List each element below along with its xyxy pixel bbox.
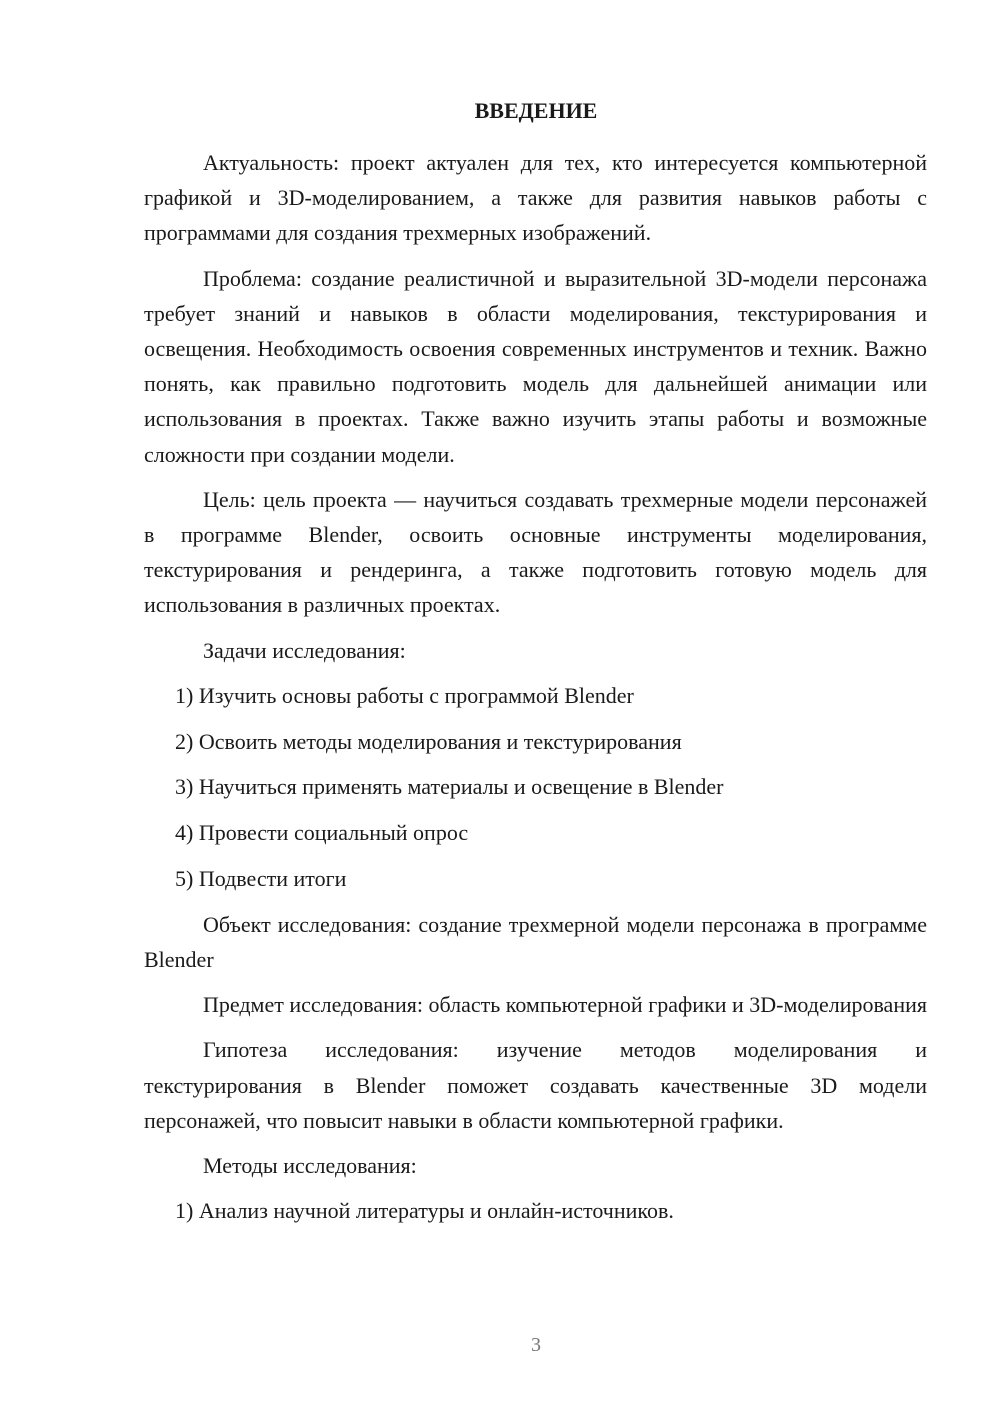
methods-list xyxy=(144,1193,927,1228)
list-item: 3) Научиться применять материалы и освещение в Blender xyxy=(175,774,724,800)
page-number: 3 xyxy=(531,1334,541,1356)
goal-paragraph: Цель: цель проекта — научиться создавать трехмерные модели персонажей в программе Blender, освоить основные инструменты моделирования, текстурирования и рендеринга, а также подготовить готовую модель для использования в различных проектах. xyxy=(144,486,927,618)
list-item: 2) Освоить методы моделирования и текстурирования xyxy=(175,728,682,754)
hypothesis-paragraph: Гипотеза исследования: изучение методов моделирования и текстурирования в Blender поможет создавать качественные 3D модели персонажей, что повысит навыки в области компьютерной графики. xyxy=(144,1037,927,1133)
object-paragraph: Объект исследования: создание трехмерной модели персонажа в программе Blender xyxy=(144,911,927,973)
tasks-heading: Задачи исследования: xyxy=(203,637,406,663)
list-item: 1) Изучить основы работы с программой Blender xyxy=(175,682,634,708)
list-item: 5) Подвести итоги xyxy=(175,866,347,892)
subject-paragraph: Предмет исследования: область компьютерной графики и 3D-моделирования xyxy=(203,992,927,1018)
list-item: 1) Анализ научной литературы и онлайн-источников. xyxy=(175,1198,674,1224)
problem-paragraph: Проблема: создание реалистичной и выразительной 3D-модели персонажа требует знаний и навыков в области моделирования, текстурирования и освещения. Необходимость освоения современных инструментов и техник. Важно понять, как правильно подготовить модель для дальнейшей анимации или использования в проектах. Также важно изучить этапы работы и возможные сложности при создании модели. xyxy=(144,265,927,467)
tasks-list xyxy=(144,678,927,896)
page-title: ВВЕДЕНИЕ xyxy=(474,98,598,123)
document-body xyxy=(144,145,927,1239)
relevance-paragraph: Актуальность: проект актуален для тех, кто интересуется компьютерной графикой и 3D-моделированием, а также для развития навыков работы с программами для создания трехмерных изображений. xyxy=(144,150,927,246)
methods-heading: Методы исследования: xyxy=(203,1153,417,1179)
list-item: 4) Провести социальный опрос xyxy=(175,820,469,846)
